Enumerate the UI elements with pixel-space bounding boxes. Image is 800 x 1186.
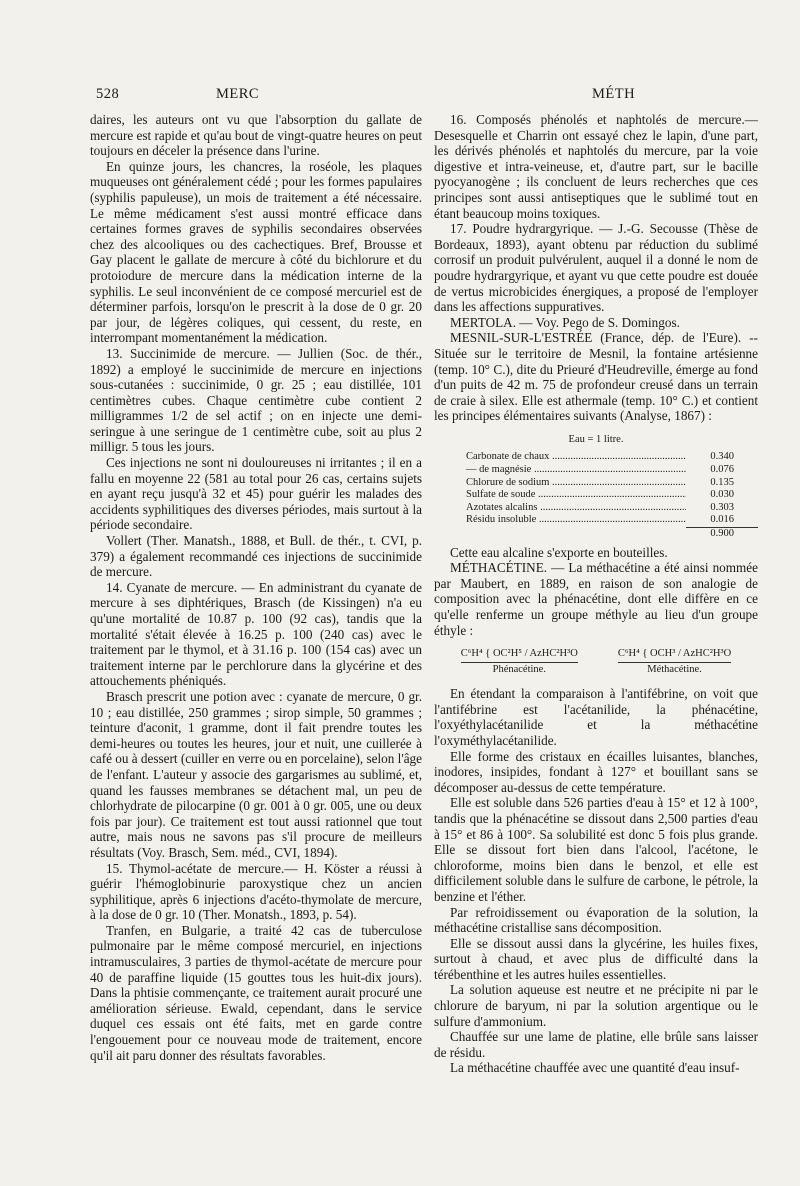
paragraph: Chauffée sur une lame de platine, elle brûle sans laisser de résidu. [434,1029,758,1060]
paragraph: Elle forme des cristaux en écailles luisantes, blanches, inodores, insipides, fondant à 127° et bouillant sans se décomposer au-dessus de cette température. [434,748,758,795]
formula [461,648,578,676]
paragraph: Brasch prescrit une potion avec : cyanate de mercure, 0 gr. 10 ; eau distillée, 250 grammes ; sirop simple, 50 grammes ; teinture d'aconit, 1 gramme, dont il fait prendre toutes les demi-heures ou toutes les heures, jour et nuit, une cuillerée à café ou à dessert (cuiller en verre ou en porcelaine), selon l'âge de l'enfant. L'auteur y associe des gargarismes au sublimé, et, quand les fausses membranes se détachent mal, un peu de chlorhydrate de pilocarpine (0 gr. 001 à 0 gr. 005, une ou deux fois par jour). Ce traitement est tout aussi rationnel que tout autre, mais nous ne savons pas s'il procure de meilleurs résultats (Voy. Brasch, Sem. méd., CVI, 1894). [90,688,422,860]
formula-text: C⁶H⁴ { OCH³ / AzHC²H³O [617,648,732,660]
header-right-title: MÉTH [592,86,636,102]
page-number: 528 [96,86,120,102]
table-cell-value: 0.076 [710,464,734,476]
right-column [434,112,758,1076]
water-analysis-table [434,434,758,541]
chemical-formulas [434,648,758,676]
left-column [90,112,422,1063]
table-rows [434,451,758,527]
paragraph: En étendant la comparaison à l'antifébrine, on voit que l'antifébrine est l'acétanilide, la phénacétine, l'oxyéthylacétanilide et la méthacétine l'oxyméthylacétanilide. [434,686,758,748]
header-left-title: MERC [216,86,260,102]
paragraph: Elle est soluble dans 526 parties d'eau à 15° et 12 à 100°, tandis que la phénacétine se dissout dans 2,500 parties d'eau à 15° et 86 à 100°. Sa solubilité est donc 5 fois plus grande. Elle se dissout fort bien dans l'alcool, l'acétone, le chloroforme, moins bien dans le benzol, et elle est difficilement soluble dans le sulfure de carbone, le pétrole, la benzine et l'éther. [434,795,758,904]
table-cell-name: Azotates alcalins ..... [434,502,686,515]
paragraph: 15. Thymol-acétate de mercure.— H. Köster a réussi à guérir l'hémoglobinurie paroxystique chez un ancien syphilitique, après 6 injections d'acéto-thymolate de mercure, à la dose de 0 gr. 10 (Ther. Monatsh., 1893, p. 54). [90,860,422,923]
table-cell-value: 0.303 [710,501,734,513]
table-row [434,502,758,515]
paragraph: Tranfen, en Bulgarie, a traité 42 cas de tuberculose pulmonaire par le même composé mercuriel, en injections intramusculaires, 3 parties de thymol-acétate de mercure pour 40 de paraffine liquide (15 gouttes tous les huit-dix jours). Dans la phtisie commençante, ce traitement aurait procuré une amélioration sérieuse. Ewald, cependant, dans le service duquel ces essais ont été faits, met en garde contre l'engouement pour ce nouveau mode de traitement, encore qu'il ait paru donner des résultats favorables. [90,922,422,1063]
table-row [434,489,758,502]
formula-label: Phénacétine. [461,662,578,676]
table-cell-name: Chlorure de sodium ..... [434,477,686,490]
table-cell-value: 0.135 [710,476,734,488]
table-cell-value: 0.030 [710,489,734,501]
right-column-top [434,112,758,424]
formula-text: C⁶H⁴ { OC²H⁵ / AzHC²H³O [460,648,578,660]
paragraph: daires, les auteurs ont vu que l'absorption du gallate de mercure est rapide et qu'au bout de vingt-quatre heures on peut toujours en déceler la présence dans l'urine. [90,112,422,159]
paragraph: 13. Succinimide de mercure. — Jullien (Soc. de thér., 1892) a employé le succinimide de mercure en injections sous-cutanées : succinimide, 0 gr. 25 ; eau distillée, 101 centimètres cubes. Chaque centimètre cube contient 2 milligrammes 1/2 de sel actif ; on en injecte une demi-seringue à une seringue de 1 centimètre cube, soit au plus 2 milligr. 5 tous les jours. [90,345,422,455]
paragraph: MESNIL-SUR-L'ESTRÉE (France, dép. de l'Eure). -- Située sur le territoire de Mesnil, la fontaine artésienne (temp. 10° C.), dite du Prieuré d'Heudreville, émerge au fond d'un puits de 42 m. 75 de profondeur creusé dans un terrain de craie à silex. Elle est athermale (temp. 10° C.) et contient les principes élémentaires suivants (Analyse, 1867) : [434,330,758,424]
formula-label: Méthacétine. [618,662,731,676]
table-total: 0.900 [686,527,758,541]
paragraph: MERTOLA. — Voy. Pego de S. Domingos. [450,314,680,330]
paragraph: En quinze jours, les chancres, la roséole, les plaques muqueuses ont généralement cédé ; pour les formes papulaires (syphilis papuleuse), un mois de traitement a été nécessaire. Le même médicament s'est aussi montré efficace dans certaines formes graves de syphilis secondaires observées chez des alcooliques ou des cachectiques. Bref, Brousse et Gay placent le gallate de mercure à côté du bichlorure et du protoiodure de mercure dans la médication interne de la syphilis. Le seul inconvénient de ce composé mercuriel est de déterminer parfois, lorsqu'on le prescrit à la dose de 0 gr. 20 par jour, de légères coliques, qui cessent, du reste, en interrompant momentanément la médication. [90,158,422,346]
paragraph: 16. Composés phénolés et naphtolés de mercure.— Desesquelle et Charrin ont essayé chez le lapin, d'une part, les dérivés phénolés et naphtolés du mercure, par la voie digestive et intra-veineuse, et, d'autre part, sur le bacille pyocyanogène ; ils concluent de leurs recherches que ces principes sont aussi antiseptiques que le sublimé tout en étant beaucoup moins toxiques. [434,112,758,221]
formula [618,648,731,676]
paragraph: La méthacétine chauffée avec une quantité d'eau insuf- [450,1060,740,1076]
paragraph: MÉTHACÉTINE. — La méthacétine a été ainsi nommée par Maubert, en 1889, en raison de son analogie de composition avec la phénacétine, dont elle diffère en ce qu'elle renferme un groupe méthyle au lieu d'un groupe éthyle : [434,560,758,638]
table-row [434,477,758,490]
table-cell-name: Sulfate de soude ..... [434,489,686,502]
right-column-bottom [434,686,758,1076]
table-cell-name: — de magnésie ..... [434,464,686,477]
table-caption: Eau = 1 litre. [568,433,624,445]
table-cell-value: 0.340 [710,451,734,463]
paragraph: Ces injections ne sont ni douloureuses ni irritantes ; il en a fallu en moyenne 22 (581 au total pour 26 cas, certains sujets en ayant reçu jusqu'à 32 et 45) pour guérir les malades des accidents syphilitiques des diverses périodes, mais surtout à la période secondaire. [90,455,422,533]
table-row [434,464,758,477]
table-cell-name: Résidu insoluble ..... [434,514,686,527]
paragraph: 14. Cyanate de mercure. — En administrant du cyanate de mercure à ses diphtériques, Brasch (de Kissingen) n'a eu qu'une mortalité de 10.87 p. 100 (92 cas), tandis que la mortalité s'était élevée à 16.25 p. 100 (240 cas) avec le traitement par le thymol, et à 31.16 p. 100 (154 cas) avec un traitement interne par le perchlorure dans la glycérine et des attouchements phéniqués. [90,579,422,689]
right-column-mid [434,545,758,639]
table-cell-name: Carbonate de chaux ..... [434,451,686,464]
table-total-row [434,527,758,541]
paragraph: Par refroidissement ou évaporation de la solution, la méthacétine cristallise sans décomposition. [434,904,758,936]
table-row [434,514,758,527]
paragraph: La solution aqueuse est neutre et ne précipite ni par le chlorure de baryum, ni par la solution argentique ou le sulfure d'ammonium. [434,982,758,1029]
table-row [434,451,758,464]
paragraph: Cette eau alcaline s'exporte en bouteilles. [450,544,668,560]
paragraph: 17. Poudre hydrargyrique. — J.-G. Secousse (Thèse de Bordeaux, 1893), ayant obtenu par réduction du sublimé corrosif un produit pulvérulent, auquel il a donné le nom de poudre hydrargyrique, et ayant vu que cette poudre est douée de vertus microbicides énergiques, a proposé de l'employer dans les affections suppuratives. [434,221,758,315]
running-header [96,86,728,112]
paragraph: Elle se dissout aussi dans la glycérine, les huiles fixes, surtout à chaud, et avec plus de difficulté dans la térébenthine et les autres huiles essentielles. [434,935,758,982]
paragraph: Vollert (Ther. Manatsh., 1888, et Bull. de thér., t. CVI, p. 379) a également recommandé ces injections de succinimide de mercure. [90,533,422,580]
table-cell-value: 0.016 [710,514,734,526]
